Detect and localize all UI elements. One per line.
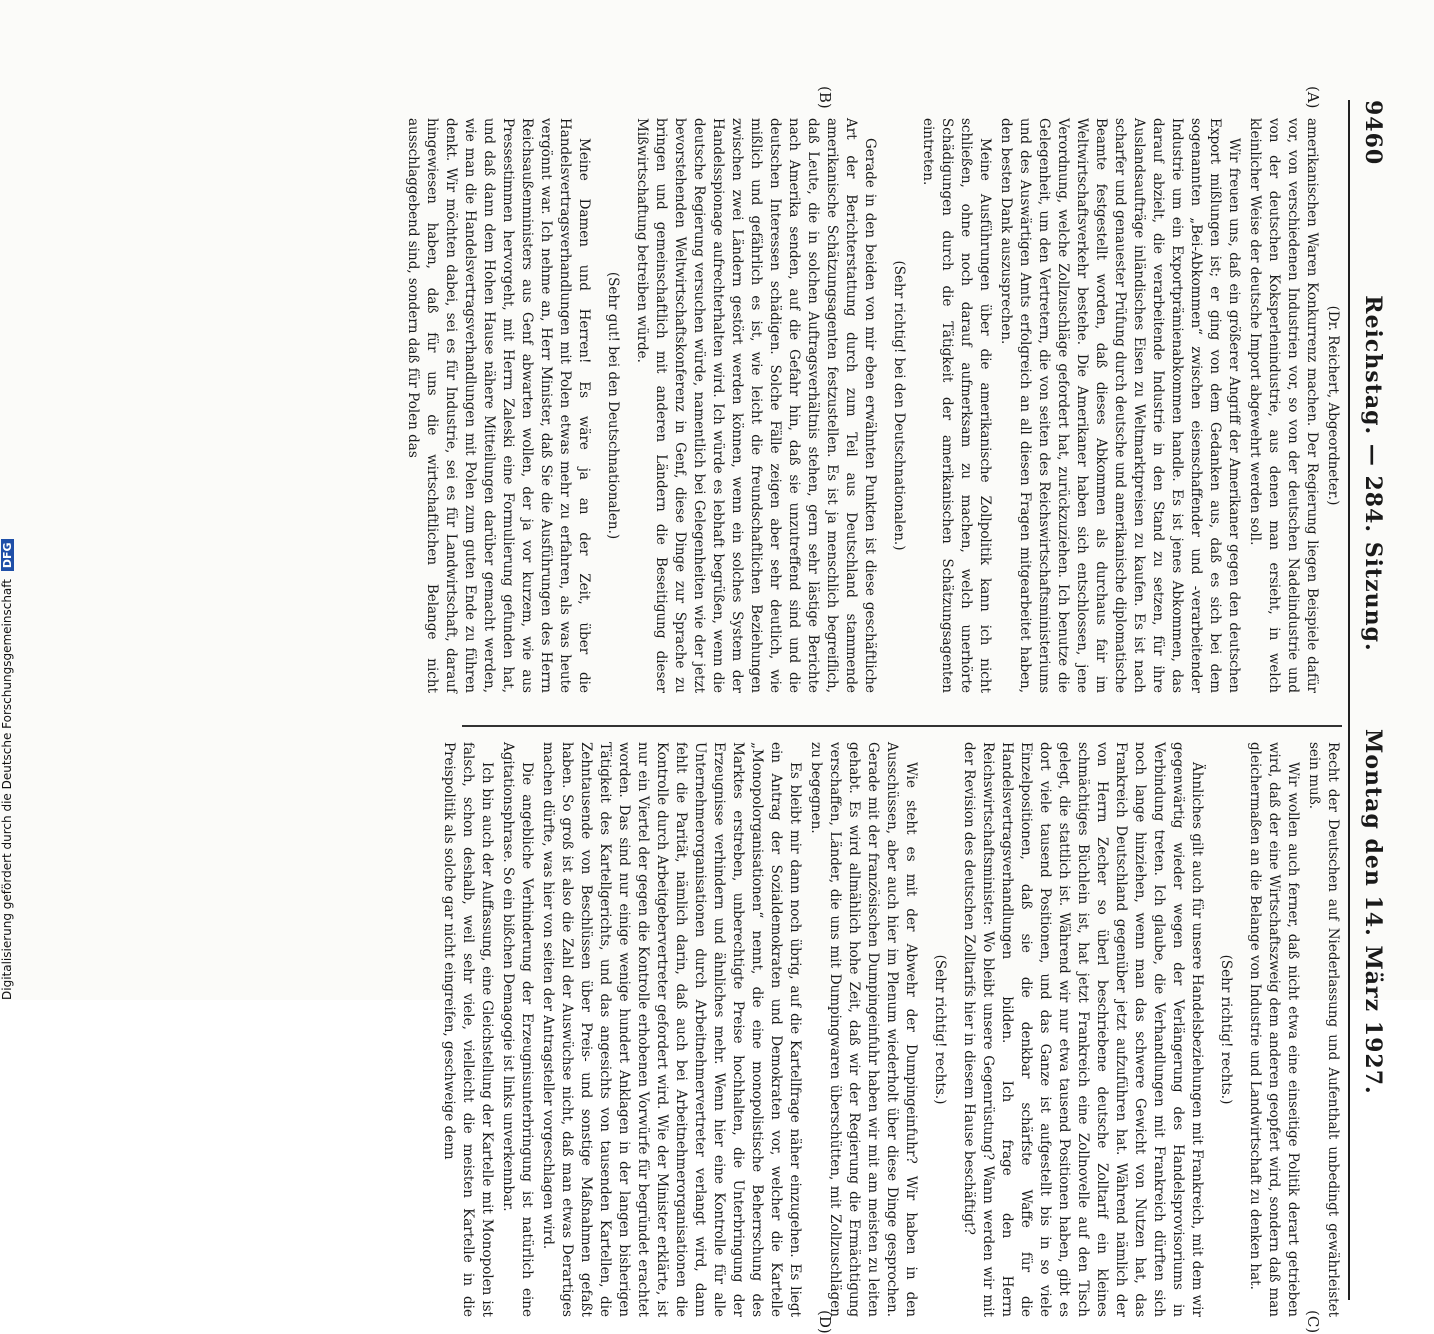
right-paragraph: Wie steht es mit der Abwehr der Dumpingeinfuhr? Wir haben in den Ausschüssen, aber auch hier im Plenum wiederholt über diese Dinge gesprochen. Gerade mit der französischen Dumpingeinfuhr haben wir mit am meisten zu leiten gehabt. Es wird allmählich hohe Zeit, daß wir der Regierung die Ermächtigung verschaffen, Länder, die uns mit Dumpingwaren überschütten, mit Zollzuschlägen zu begegnen.: [808, 742, 919, 1317]
session-date: Montag den 14. März 1927.: [1360, 729, 1386, 1095]
margin-marker-a: (A): [1304, 86, 1322, 109]
left-paragraph: amerikanischen Waren Konkurrenz machen. Der Regierung liegen Beispiele dafür vor, von verschiedenen Industrien vor, so von der deutschen Nadelindustrie und von der deutschen Koksperlenindustrie, aus denen man ersieht, in welch kleinlicher Weise der deutsche Import abgewehrt werden soll.: [1247, 118, 1320, 693]
right-paragraph: Die angebliche Verhinderung der Erzeugnisunterbringung ist natürlich eine Agitationsphrase. So ein bißchen Demagogie ist links unverkennbar.: [500, 742, 535, 1317]
right-paragraph: Ähnliches gilt auch für unsere Handelsbeziehungen mit Frankreich, mit dem wir gegenwärtig wieder wegen der Verlängerung des Handelsprovisoriums in Verbindung treten. Ich glaube, die Verhandlungen mit Frankreich dürften sich noch lange hinziehen, wenn man das schwere Gewicht von Nutzen hat, das Frankreich Deutschland gegenüber jetzt aufzuführen hat. Während nämlich der von Herrn Zecher so überl beschriebene deutsche Zolltarif ein kleines schmächtiges Büchlein ist, hat jetzt Frankreich eine Zollnovelle auf den Tisch gelegt, die stattlich ist. Während wir nur etwa tausend Positionen haben, gibt es dort viele tausend Positionen, und das Ganze ist aufgestellt bis in so viele Einzelpositionen, daß sie die denkbar schärfste Waffe für die Handelsvertragsverhandlungen bilden. Ich frage den Herrn Reichswirtschaftsminister: Wo bleibt unsere Gegenrüstung? Wann werden wir mit der Revision des deutschen Zolltarifs hier in diesem Hause beschäftigt?: [961, 742, 1205, 1317]
page-header: [1348, 100, 1394, 1290]
interjection: (Sehr gut! bei den Deutschnationalen.): [605, 271, 621, 540]
right-paragraph: Wir wollen auch ferner, daß nicht etwa eine einseitige Politik derart getrieben wird, daß der eine Wirtschaftszweig dem anderen geopfert wird, sondern daß man gleichermaßen an die Belange von Industrie und Landwirtschaft zu denken hat.: [1247, 742, 1301, 1317]
left-paragraph: Gerade in den beiden von mir eben erwähnten Punkten ist diese geschäftliche Art der Berichterstattung durch zum Teil aus Deutschland stammende amerikanische Schätzungsagenten festzustellen. Es ist ja menschlich begreiflich, daß Leute, die in solchen Auftragsverhältnis stehen, gern sehr lästige Berichte nach Amerika senden, auf die Gefahr hin, daß sie unzutreffend sind und die deutschen Interessen schädigen. Solche Fälle zeigen aber sehr deutlich, wie mißlich und gefährlich es ist, wie leicht die freundschaftlichen Beziehungen zwischen zwei Ländern gestört werden können, wenn ein solches System der Handelsspionage aufrechterhalten wird. Ich würde es lebhaft begrüßen, wenn die deutsche Regierung versuchen würde, namentlich bei Gelegenheiten wie der jetzt bevorstehenden Weltwirtschaftskonferenz in Genf, diese Dinge zur Sprache zu bringen und gemeinschaftlich mit anderen Ländern die Beseitigung dieser Mißwirtschaftung betreiben würde.: [634, 118, 878, 693]
credit-text: Digitalisierung gefördert durch die Deutsche Forschungsgemeinschaft: [0, 578, 14, 1000]
margin-marker-d: (D): [816, 1310, 834, 1334]
right-column: [441, 742, 1342, 1317]
interjection: (Sehr richtig! bei den Deutschnationalen.): [891, 260, 907, 551]
column-divider: [462, 725, 1342, 727]
left-paragraph: Wir freuen uns, daß ein größerer Angriff der Amerikaner gegen den deutschen Export mißlungen ist; er ging von dem Gedanken aus, daß es sich bei dem sogenannten „Bei-Abkommen“ zwischen eisenschaffender und -verarbeitender Industrie um ein Exportprämienabkommen handle. Es ist jenes Abkommen, das darauf abzielt, die verarbeitende Industrie in den Stand zu setzen, für ihre Auslandsaufträge inländisches Eisen zu Weltmarktpreisen zu kaufen. Es ist nach scharfer und genauester Prüfung durch deutsche und amerikanische diplomatische Beamte festgestellt worden, daß dieses Abkommen als durchaus fair im Weltwirtschaftsverkehr bestehe. Die Amerikaner haben sich entschlossen, jene Verordnung, welche Zollzuschläge gefordert hat, zurückzuziehen. Ich benutze die Gelegenheit, um den Vertretern, die von seiten des Reichswirtschaftsministeriums und des Auswärtigen Amts erfolgreich an all diesen Fragen mitgearbeitet haben, den besten Dank auszusprechen.: [998, 118, 1242, 693]
left-column: [405, 118, 1342, 693]
margin-marker-c: (C): [1304, 1310, 1322, 1334]
session-title: [1360, 100, 1386, 1290]
page-number: 9460: [1360, 100, 1386, 166]
dfg-logo: DFG: [1, 539, 14, 571]
header-rule: [1348, 100, 1350, 1300]
right-paragraph: Ich bin auch der Auffassung, eine Gleichstellung der Kartelle mit Monopolen ist falsch, schon deshalb, weil sehr viele, vielleicht die meisten Kartelle in die Preispolitik als solche gar nicht eingreifen, geschweige denn: [441, 742, 495, 1317]
speaker-label: (Dr. Reichert, Abgeordneter.): [1325, 305, 1341, 506]
left-paragraph: Meine Ausführungen über die amerikanische Zollpolitik kann ich nicht schließen, ohne noch darauf aufmerksam zu machen, welch unerhörte Schädigungen durch die Tätigkeit der amerikanischen Schätzungsagenten eintreten.: [920, 118, 993, 693]
digitization-credit: [0, 0, 20, 1000]
right-paragraph: Es bleibt mir dann noch übrig, auf die Kartellfrage näher einzugehen. Es liegt ein Antrag der Sozialdemokraten und Demokraten vor, welcher die Kartelle „Monopolorganisationen“ nennt, die eine monopolistische Beherrschung des Marktes erstreben, unberechtigte Preise hochhalten, die Unterbringung der Erzeugnisse verhindern und ähnliches mehr. Wenn hier eine Kontrolle für alle Unternehmerorganisationen durch Arbeitnehmervertreter verlangt wird, dann fehlt die Parität, nämlich darin, daß auch bei Arbeitnehmerorganisationen die Kontrolle durch Arbeitgebervertreter gefordert wird. Wie der Minister erklärte, ist nur ein Viertel der gegen die Kontrolle erhobenen Vorwürfe für begründet erachtet worden. Das sind nur einige wenige hundert Anklagen in der langen bisherigen Tätigkeit des Kartellgerichts, und das angesichts von tausenden Kartellen, die Zehntausende von Beschlüssen über Preis- und sonstige Maßnahmen gefaßt haben. So groß ist also die Zahl der Auswüchse nicht, daß man etwas Derartiges machen dürfte, was hier von seiten der Antragsteller vorgeschlagen wird.: [540, 742, 803, 1317]
session-label: Reichstag. — 284. Sitzung.: [1360, 295, 1386, 652]
right-paragraph: Recht der Deutschen auf Niederlassung und Aufenthalt unbedingt gewährleistet sein muß.: [1306, 742, 1341, 1317]
margin-marker-b: (B): [816, 86, 834, 109]
left-paragraph: Meine Damen und Herren! Es wäre ja an der Zeit, über die Handelsvertragsverhandlungen mit Polen etwas mehr zu erfahren, als was heute vergönnt war. Ich nehme an, Herr Minister, daß Sie die Ausführungen des Herrn Reichsaußenministers aus Genf abwarten wollen, der ja vor kurzem, wie aus Pressestimmen hervorgeht, mit Herrn Zaleski eine Formulierung gefunden hat, und daß dann dem Hohen Hause nähere Mitteilungen darüber gemacht werden, wie man die Handelsvertragsverhandlungen mit Polen zum guten Ende zu führen denkt. Wir möchten dabei, sei es für Industrie, sei es für Landwirtschaft, darauf hingewiesen haben, daß für uns die wirtschaftlichen Belange nicht ausschlaggebend sind, sondern daß für Polen das: [405, 118, 592, 693]
interjection: (Sehr richtig! rechts.): [1218, 954, 1234, 1105]
interjection: (Sehr richtig! rechts.): [932, 954, 948, 1105]
